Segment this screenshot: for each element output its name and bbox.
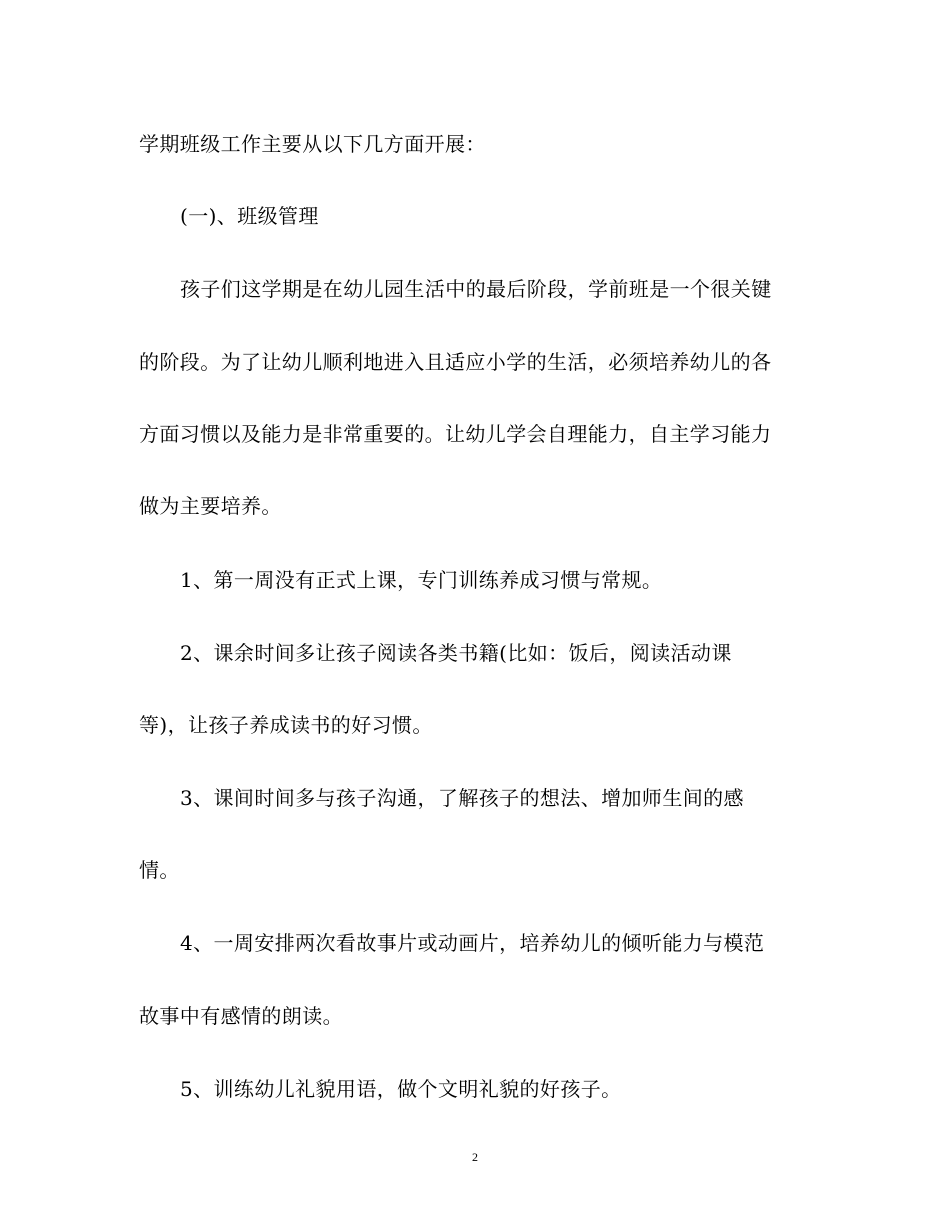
list-item-4: 4、一周安排两次看故事片或动画片，培养幼儿的倾听能力与模范 xyxy=(180,931,765,955)
section-heading-class-management: (一)、班级管理 xyxy=(180,204,319,228)
paragraph-line: 孩子们这学期是在幼儿园生活中的最后阶段，学前班是一个很关键 xyxy=(180,277,772,301)
page-number: 2 xyxy=(472,1150,478,1164)
list-item-3: 3、课间时间多与孩子沟通，了解孩子的想法、增加师生间的感 xyxy=(180,786,744,810)
paragraph-intro-line: 学期班级工作主要从以下几方面开展： xyxy=(139,132,486,156)
paragraph-line: 做为主要培养。 xyxy=(139,494,282,518)
list-item-4-continued: 故事中有感情的朗读。 xyxy=(139,1004,343,1028)
paragraph-line: 的阶段。为了让幼儿顺利地进入且适应小学的生活，必须培养幼儿的各 xyxy=(139,350,772,374)
paragraph-line: 方面习惯以及能力是非常重要的。让幼儿学会自理能力，自主学习能力 xyxy=(139,422,772,446)
list-item-2-continued: 等)，让孩子养成读书的好习惯。 xyxy=(139,713,433,737)
list-item-1: 1、第一周没有正式上课，专门训练养成习惯与常规。 xyxy=(180,568,663,592)
list-item-3-continued: 情。 xyxy=(139,858,180,882)
list-item-2: 2、课余时间多让孩子阅读各类书籍(比如：饭后，阅读活动课 xyxy=(180,641,732,665)
list-item-5: 5、训练幼儿礼貌用语，做个文明礼貌的好孩子。 xyxy=(180,1077,622,1101)
